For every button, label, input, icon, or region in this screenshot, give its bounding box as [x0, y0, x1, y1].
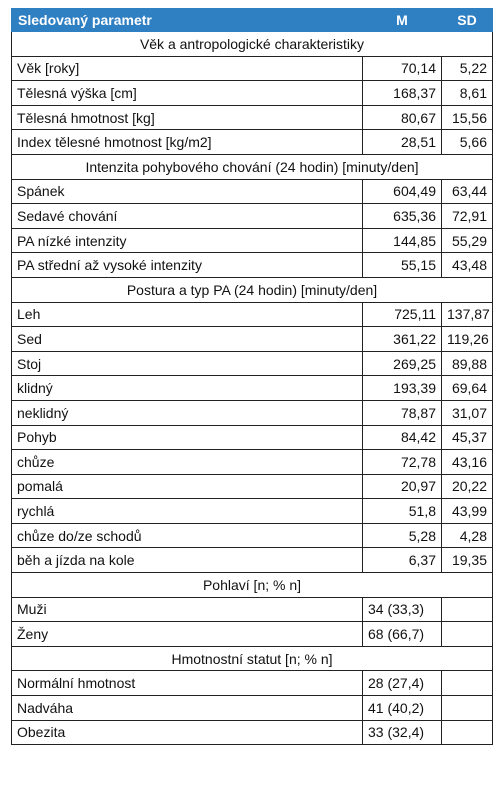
- header-m: M: [363, 9, 442, 32]
- row-label: Sed: [12, 327, 363, 352]
- cell-m: 604,49: [363, 179, 442, 204]
- table-row: [12, 622, 493, 647]
- row-label: Leh: [12, 302, 363, 327]
- table-row: [12, 548, 493, 573]
- cell-m: 80,67: [363, 105, 442, 130]
- table-row: [12, 450, 493, 475]
- cell-m: 5,28: [363, 523, 442, 548]
- cell-sd: 119,26: [442, 327, 493, 352]
- table-row: [12, 351, 493, 376]
- table-row: [12, 720, 493, 745]
- row-label: chůze: [12, 450, 363, 475]
- cell-m: 34 (33,3): [363, 597, 442, 622]
- cell-sd: 31,07: [442, 400, 493, 425]
- cell-sd: 55,29: [442, 228, 493, 253]
- cell-sd: 19,35: [442, 548, 493, 573]
- table-row: [12, 302, 493, 327]
- cell-m: 84,42: [363, 425, 442, 450]
- table-row: [12, 376, 493, 401]
- table-row: [12, 696, 493, 721]
- row-label: neklidný: [12, 400, 363, 425]
- header-param: Sledovaný parametr: [12, 9, 363, 32]
- row-label: Sedavé chování: [12, 204, 363, 229]
- cell-m: 193,39: [363, 376, 442, 401]
- row-label: Věk [roky]: [12, 56, 363, 81]
- cell-sd: 72,91: [442, 204, 493, 229]
- section-title: Hmotnostní statut [n; % n]: [12, 646, 493, 671]
- row-label: klidný: [12, 376, 363, 401]
- section-row: [12, 154, 493, 179]
- cell-sd: 15,56: [442, 105, 493, 130]
- cell-m: 55,15: [363, 253, 442, 278]
- table-row: [12, 105, 493, 130]
- table-row: [12, 474, 493, 499]
- cell-sd: 4,28: [442, 523, 493, 548]
- cell-m: 168,37: [363, 81, 442, 106]
- row-label: Spánek: [12, 179, 363, 204]
- cell-m: 635,36: [363, 204, 442, 229]
- cell-sd: [442, 597, 493, 622]
- cell-m: 33 (32,4): [363, 720, 442, 745]
- section-title: Věk a antropologické charakteristiky: [12, 32, 493, 57]
- table-row: [12, 228, 493, 253]
- table-row: [12, 400, 493, 425]
- cell-sd: 43,16: [442, 450, 493, 475]
- cell-sd: 5,66: [442, 130, 493, 155]
- cell-m: 269,25: [363, 351, 442, 376]
- table-row: [12, 179, 493, 204]
- row-label: Index tělesné hmotnost [kg/m2]: [12, 130, 363, 155]
- cell-sd: 63,44: [442, 179, 493, 204]
- section-row: [12, 646, 493, 671]
- cell-m: 28 (27,4): [363, 671, 442, 696]
- row-label: PA nízké intenzity: [12, 228, 363, 253]
- cell-m: 20,97: [363, 474, 442, 499]
- table-row: [12, 671, 493, 696]
- cell-sd: [442, 671, 493, 696]
- cell-m: 68 (66,7): [363, 622, 442, 647]
- cell-sd: [442, 720, 493, 745]
- section-row: [12, 573, 493, 598]
- section-title: Pohlaví [n; % n]: [12, 573, 493, 598]
- cell-m: 6,37: [363, 548, 442, 573]
- row-label: rychlá: [12, 499, 363, 524]
- row-label: Pohyb: [12, 425, 363, 450]
- row-label: Muži: [12, 597, 363, 622]
- row-label: Normální hmotnost: [12, 671, 363, 696]
- cell-sd: [442, 622, 493, 647]
- table-row: [12, 523, 493, 548]
- cell-m: 78,87: [363, 400, 442, 425]
- cell-m: 361,22: [363, 327, 442, 352]
- cell-sd: 20,22: [442, 474, 493, 499]
- cell-sd: 5,22: [442, 56, 493, 81]
- row-label: Tělesná hmotnost [kg]: [12, 105, 363, 130]
- cell-sd: 43,99: [442, 499, 493, 524]
- cell-sd: 45,37: [442, 425, 493, 450]
- table-row: [12, 425, 493, 450]
- cell-m: 725,11: [363, 302, 442, 327]
- header-sd: SD: [442, 9, 493, 32]
- section-row: [12, 32, 493, 57]
- section-title: Postura a typ PA (24 hodin) [minuty/den]: [12, 277, 493, 302]
- row-label: Obezita: [12, 720, 363, 745]
- row-label: Stoj: [12, 351, 363, 376]
- table-row: [12, 327, 493, 352]
- table-row: [12, 499, 493, 524]
- table-row: [12, 130, 493, 155]
- table-row: [12, 253, 493, 278]
- table-row: [12, 204, 493, 229]
- cell-m: 70,14: [363, 56, 442, 81]
- row-label: chůze do/ze schodů: [12, 523, 363, 548]
- cell-sd: 43,48: [442, 253, 493, 278]
- cell-sd: 89,88: [442, 351, 493, 376]
- table-row: [12, 81, 493, 106]
- row-label: Ženy: [12, 622, 363, 647]
- table-body: [12, 32, 493, 745]
- table-row: [12, 56, 493, 81]
- row-label: Nadváha: [12, 696, 363, 721]
- cell-sd: 8,61: [442, 81, 493, 106]
- header-row: [12, 9, 493, 32]
- cell-sd: 69,64: [442, 376, 493, 401]
- row-label: Tělesná výška [cm]: [12, 81, 363, 106]
- table-row: [12, 597, 493, 622]
- cell-m: 72,78: [363, 450, 442, 475]
- section-title: Intenzita pohybového chování (24 hodin) [minuty/den]: [12, 154, 493, 179]
- row-label: PA střední až vysoké intenzity: [12, 253, 363, 278]
- row-label: pomalá: [12, 474, 363, 499]
- section-row: [12, 277, 493, 302]
- cell-m: 28,51: [363, 130, 442, 155]
- cell-m: 51,8: [363, 499, 442, 524]
- parameters-table: [11, 8, 493, 745]
- cell-sd: [442, 696, 493, 721]
- cell-m: 144,85: [363, 228, 442, 253]
- cell-sd: 137,87: [442, 302, 493, 327]
- cell-m: 41 (40,2): [363, 696, 442, 721]
- row-label: běh a jízda na kole: [12, 548, 363, 573]
